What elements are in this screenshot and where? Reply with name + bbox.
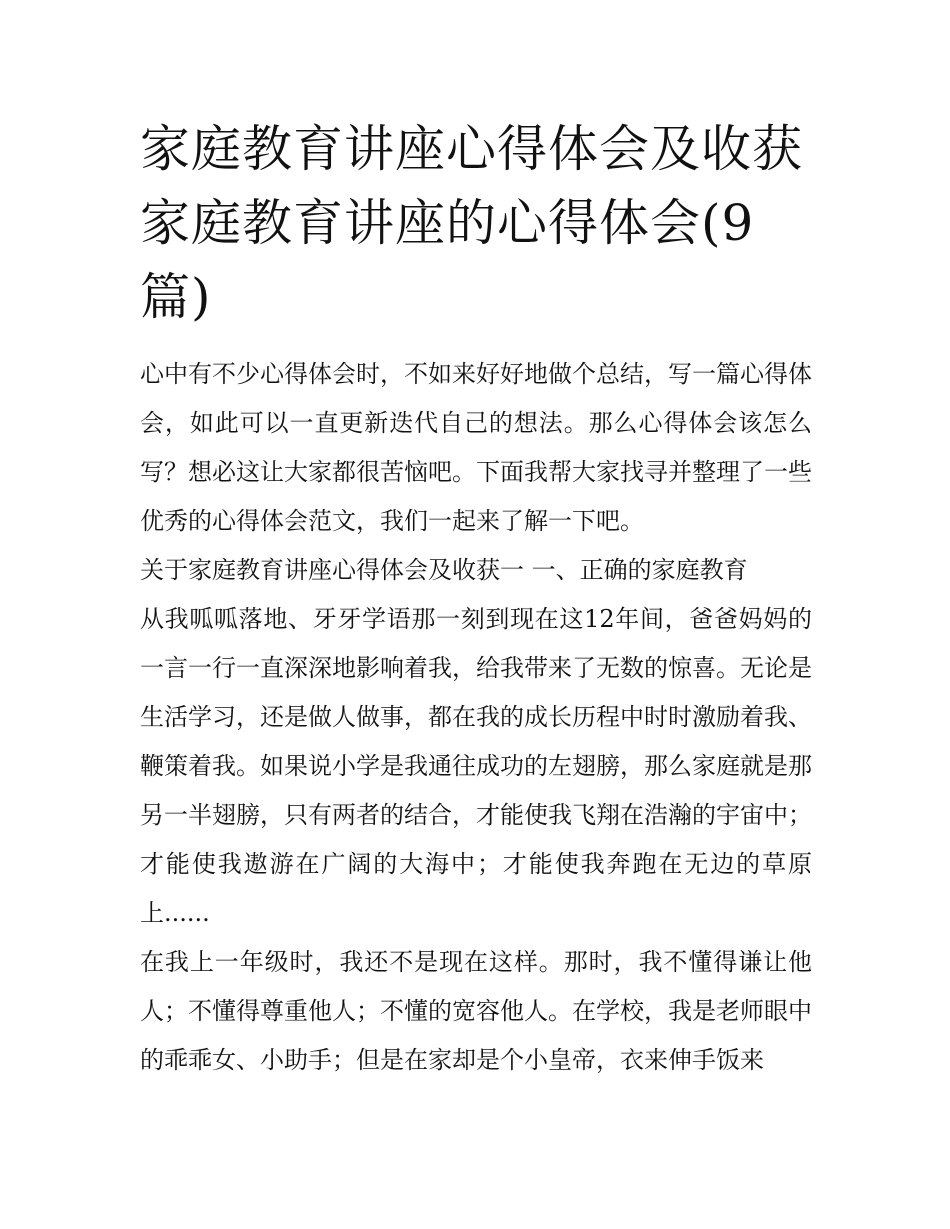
body-paragraph: 从我呱呱落地、牙牙学语那一刻到现在这12年间，爸爸妈妈的一言一行一直深深地影响着我，给我带来了无数的惊喜。无论是生活学习，还是做人做事，都在我的成长历程中时时激励着我、鞭策着我。如果说小学是我通往成功的左翅膀，那么家庭就是那另一半翅膀，只有两者的结合，才能使我飞翔在浩瀚的宇宙中；才能使我遨游在广阔的大海中；才能使我奔跑在无边的草原上...... [140,605,812,927]
body-paragraph: 在我上一年级时，我还不是现在这样。那时，我不懂得谦让他人；不懂得尊重他人；不懂的宽容他人。在学校，我是老师眼中的乖乖女、小助手；但是在家却是个小皇帝，衣来伸手饭来 [140,948,812,1074]
document-page [140,112,812,1085]
document-title: 家庭教育讲座心得体会及收获家庭教育讲座的心得体会(9篇) [140,120,803,326]
section-heading: 关于家庭教育讲座心得体会及收获一 一、正确的家庭教育 [140,556,748,584]
intro-paragraph: 心中有不少心得体会时，不如来好好地做个总结，写一篇心得体会，如此可以一直更新迭代自己的想法。那么心得体会该怎么写？想必这让大家都很苦恼吧。下面我帮大家找寻并整理了一些优秀的心得体会范文，我们一起来了解一下吧。 [140,360,812,535]
